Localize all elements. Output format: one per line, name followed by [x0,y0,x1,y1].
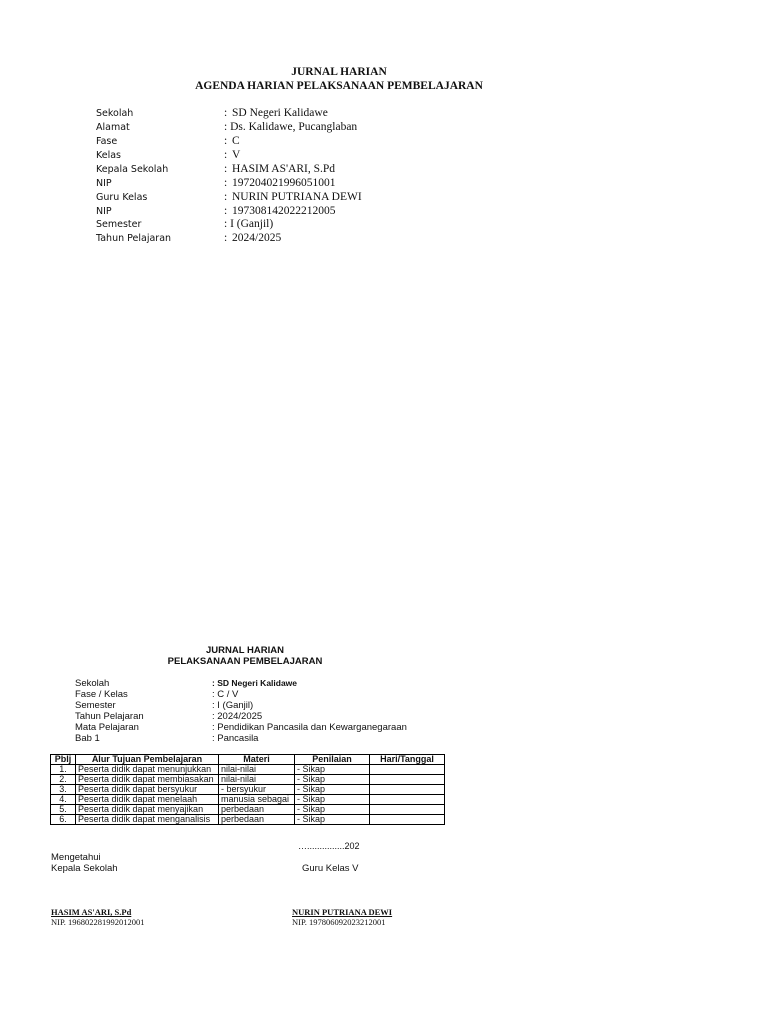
kepala-sekolah-label: Kepala Sekolah [51,863,118,874]
table-row [51,795,445,805]
journal-label-sekolah: Sekolah [75,678,110,689]
cover-value-sekolah: SD Negeri Kalidawe [232,107,328,119]
cell-hari-tanggal [370,785,445,795]
journal-value-fase-kelas: : C / V [212,689,239,700]
cell-hari-tanggal [370,805,445,815]
journal-value-semester: : I (Ganjil) [212,700,254,711]
header-hari-tanggal: Hari/Tanggal [370,755,445,765]
cover-value-kepala-sekolah: HASIM AS'ARI, S.Pd [232,163,336,175]
cover-colon: : [224,149,228,161]
journal-value-mata-pelajaran: : Pendidikan Pancasila dan Kewarganegaraan [212,722,407,733]
guru-kelas-name: NURIN PUTRIANA DEWI [292,907,393,917]
header-materi: Materi [219,755,295,765]
cell-atp: Peserta didik dapat bersyukur [76,785,219,795]
cell-hari-tanggal [370,765,445,775]
cell-penilaian: - Sikap [295,785,370,795]
cover-label-fase: Fase [96,136,118,147]
journal-label-tahun-pelajaran: Tahun Pelajaran [75,711,144,722]
cover-title: JURNAL HARIAN [291,66,387,78]
journal-title: JURNAL HARIAN [206,645,284,656]
cell-materi: nilai-nilai [219,775,295,785]
cover-value-fase: C [232,135,240,147]
journal-label-semester: Semester [75,700,116,711]
cell-hari-tanggal [370,775,445,785]
cover-value-semester: : I (Ganjil) [224,218,274,230]
header-alur-tujuan: Alur Tujuan Pembelajaran [76,755,219,765]
header-pblj: Pblj [51,755,76,765]
journal-label-bab: Bab 1 [75,733,100,744]
cell-materi: - bersyukur [219,785,295,795]
cell-materi: nilai-nilai [219,765,295,775]
cell-atp: Peserta didik dapat menelaah [76,795,219,805]
guru-kelas-nip: NIP. 197806092023212001 [292,917,386,927]
cover-colon: : [224,191,228,203]
cover-value-tahun-pelajaran: 2024/2025 [232,232,282,244]
kepala-sekolah-nip: NIP. 196802281992012001 [51,917,145,927]
journal-label-fase-kelas: Fase / Kelas [75,689,128,700]
table-row [51,765,445,775]
cover-colon: : [224,205,228,217]
cell-atp: Peserta didik dapat menganalisis [76,815,219,825]
cover-colon: : [224,163,228,175]
cell-no: 5. [51,805,76,815]
cover-label-alamat: Alamat [96,122,130,133]
cover-value-guru-kelas: NURIN PUTRIANA DEWI [232,191,362,203]
cell-penilaian: - Sikap [295,765,370,775]
cover-colon: : [224,177,228,189]
cell-materi: perbedaan [219,815,295,825]
table-header-row [51,755,445,765]
cover-colon: : [224,232,228,244]
cell-penilaian: - Sikap [295,815,370,825]
table-row [51,815,445,825]
cell-hari-tanggal [370,795,445,805]
journal-value-sekolah: : SD Negeri Kalidawe [212,678,298,688]
cover-label-sekolah: Sekolah [96,108,134,119]
journal-label-mata-pelajaran: Mata Pelajaran [75,722,139,733]
kepala-sekolah-name: HASIM AS'ARI, S.Pd [51,907,132,917]
cover-label-semester: Semester [96,219,142,230]
cover-colon: : [224,107,228,119]
cell-materi: perbedaan [219,805,295,815]
journal-value-tahun-pelajaran: : 2024/2025 [212,711,263,722]
cover-colon: : [224,135,228,147]
cover-label-nip: NIP [96,178,112,189]
guru-kelas-label: Guru Kelas V [302,863,359,874]
header-penilaian: Penilaian [295,755,370,765]
cell-no: 3. [51,785,76,795]
cover-label-guru-kelas: Guru Kelas [96,192,148,203]
cell-penilaian: - Sikap [295,795,370,805]
cell-hari-tanggal [370,815,445,825]
cover-label-kepala-sekolah: Kepala Sekolah [96,164,169,175]
cell-no: 4. [51,795,76,805]
cell-penilaian: - Sikap [295,775,370,785]
date-line: …...............202 [298,841,360,851]
cover-value-alamat: : Ds. Kalidawe, Pucanglaban [224,121,358,133]
cell-no: 2. [51,775,76,785]
cover-value-kelas: V [232,149,241,161]
journal-value-bab: : Pancasila [212,733,259,744]
journal-table [50,754,445,825]
cell-penilaian: - Sikap [295,805,370,815]
cover-value-nip: 197204021996051001 [232,177,336,189]
cover-label-tahun-pelajaran: Tahun Pelajaran [96,233,172,244]
cell-atp: Peserta didik dapat membiasakan [76,775,219,785]
mengetahui-label: Mengetahui [51,852,101,863]
cover-label-kelas: Kelas [96,150,122,161]
cell-atp: Peserta didik dapat menunjukkan [76,765,219,775]
table-row [51,805,445,815]
cell-no: 1. [51,765,76,775]
cell-no: 6. [51,815,76,825]
cover-subtitle: AGENDA HARIAN PELAKSANAAN PEMBELAJARAN [195,80,483,92]
cover-value-nip-guru: 197308142022212005 [232,205,336,217]
cell-atp: Peserta didik dapat menyajikan [76,805,219,815]
table-row [51,775,445,785]
table-row [51,785,445,795]
journal-subtitle: PELAKSANAAN PEMBELAJARAN [167,656,323,667]
cell-materi: manusia sebagai [219,795,295,805]
cover-label-nip-guru: NIP [96,206,112,217]
